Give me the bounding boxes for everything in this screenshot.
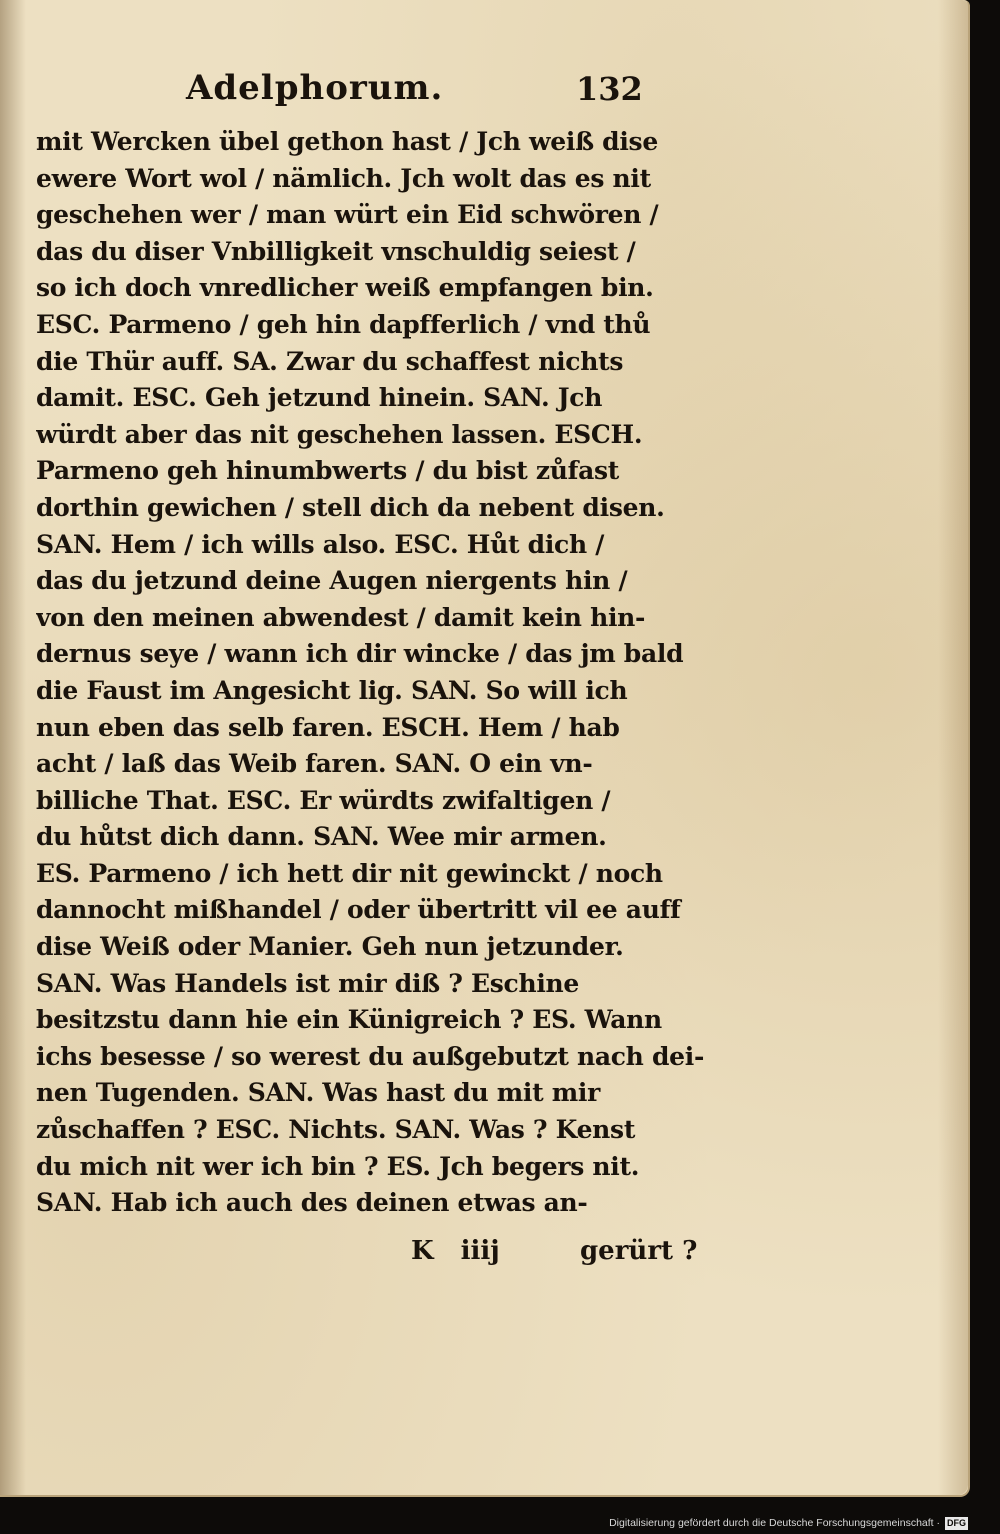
text-line: dise Weiß oder Manier. Geh nun jetzunder. xyxy=(36,932,624,962)
text-line: das du diser Vnbilligkeit vnschuldig seiest / xyxy=(36,236,636,266)
signature-mark: K iiij xyxy=(411,1236,500,1266)
text-line: das du jetzund deine Augen niergents hin / xyxy=(36,566,628,596)
text-line: würdt aber das nit geschehen lassen. ESCH. xyxy=(36,419,643,449)
text-line: von den meinen abwendest / damit kein hin- xyxy=(36,602,646,632)
text-line: billiche That. ESC. Er würdts zwifaltigen / xyxy=(36,785,611,815)
catchword: gerürt ? xyxy=(580,1236,698,1266)
text-line: SAN. Was Handels ist mir diß ? Eschine xyxy=(36,968,580,998)
folio-number: 132 xyxy=(576,70,643,108)
running-head xyxy=(36,68,696,120)
text-line: besitzstu dann hie ein Künigreich ? ES. Wann xyxy=(36,1005,662,1035)
text-line: so ich doch vnredlicher weiß empfangen bin. xyxy=(36,273,654,303)
text-line: dernus seye / wann ich dir wincke / das jm bald xyxy=(36,639,684,669)
text-line: ewere Wort wol / nämlich. Jch wolt das es nit xyxy=(36,163,651,193)
text-line: ES. Parmeno / ich hett dir nit gewinckt / noch xyxy=(36,858,663,888)
text-line: SAN. Hab ich auch des deinen etwas an- xyxy=(36,1188,588,1218)
digitization-attribution xyxy=(609,1515,968,1531)
text-line: mit Wercken übel gethon hast / Jch weiß dise xyxy=(36,127,658,156)
text-line: die Thür auff. SA. Zwar du schaffest nichts xyxy=(36,346,624,376)
text-line: nen Tugenden. SAN. Was hast du mit mir xyxy=(36,1078,600,1108)
text-line: damit. ESC. Geh jetzund hinein. SAN. Jch xyxy=(36,383,603,413)
text-line: nun eben das selb faren. ESCH. Hem / hab xyxy=(36,712,620,742)
attribution-text: Digitalisierung gefördert durch die Deutsche Forschungsgemeinschaft · xyxy=(609,1517,940,1529)
page-edge-shade xyxy=(938,0,968,1495)
text-line: die Faust im Angesicht lig. SAN. So will ich xyxy=(36,675,628,705)
dfg-logo: DFG xyxy=(947,1517,966,1528)
text-line: ichs besesse / so werest du außgebutzt nach dei- xyxy=(36,1041,705,1071)
text-line: dorthin gewichen / stell dich da nebent disen. xyxy=(36,492,665,522)
running-head-title: Adelphorum. xyxy=(186,68,444,108)
text-line: dannocht mißhandel / oder übertritt vil ee auff xyxy=(36,895,681,925)
text-line: zůschaffen ? ESC. Nichts. SAN. Was ? Kenst xyxy=(36,1115,636,1145)
text-line: du mich nit wer ich bin ? ES. Jch begers nit. xyxy=(36,1151,640,1181)
text-line: Parmeno geh hinumbwerts / du bist zůfast xyxy=(36,456,620,486)
text-line: ESC. Parmeno / geh hin dapfferlich / vnd thů xyxy=(36,309,651,339)
spine-shadow xyxy=(0,0,26,1495)
text-block xyxy=(36,124,716,1222)
text-line: SAN. Hem / ich wills also. ESC. Hůt dich / xyxy=(36,529,605,559)
text-line: du hůtst dich dann. SAN. Wee mir armen. xyxy=(36,822,607,852)
page-footer xyxy=(36,1236,696,1276)
text-line: acht / laß das Weib faren. SAN. O ein vn- xyxy=(36,749,593,779)
text-line: geschehen wer / man würt ein Eid schwören / xyxy=(36,200,659,230)
